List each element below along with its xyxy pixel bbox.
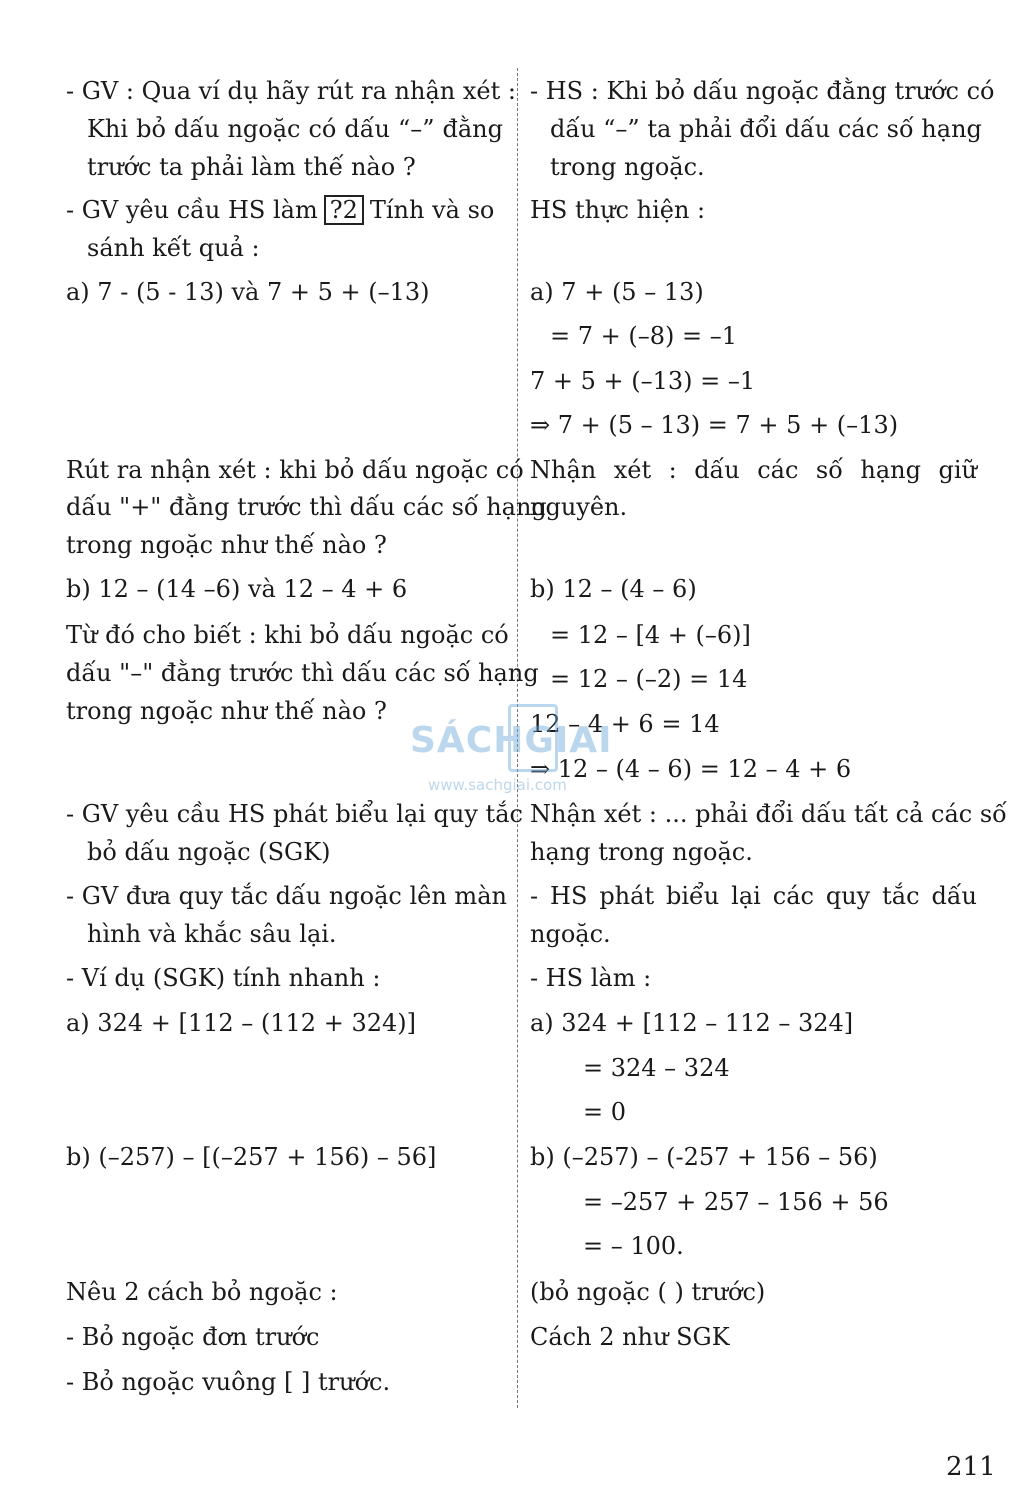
right-line: = 324 – 324 bbox=[583, 1054, 730, 1082]
left-line: b) (–257) – [(–257 + 156) – 56] bbox=[66, 1143, 437, 1171]
right-line: - HS làm : bbox=[530, 964, 652, 992]
left-line: - GV yêu cầu HS phát biểu lại quy tắc bbox=[66, 800, 523, 828]
right-line: trong ngoặc. bbox=[550, 153, 705, 181]
right-line: = 0 bbox=[583, 1098, 627, 1126]
page-number: 211 bbox=[946, 1452, 996, 1482]
left-line: - Ví dụ (SGK) tính nhanh : bbox=[66, 964, 381, 992]
right-line: b) (–257) – (-257 + 156 – 56) bbox=[530, 1143, 878, 1171]
right-line: ⇒ 7 + (5 – 13) = 7 + 5 + (–13) bbox=[530, 411, 899, 439]
right-line: ⇒ 12 – (4 – 6) = 12 – 4 + 6 bbox=[530, 755, 852, 783]
right-line: HS thực hiện : bbox=[530, 196, 706, 224]
task-prefix: - GV yêu cầu HS làm bbox=[66, 196, 318, 224]
right-line: nguyên. bbox=[530, 493, 628, 521]
left-line: dấu "–" đằng trước thì dấu các số hạng bbox=[66, 659, 539, 687]
right-line: dấu “–” ta phải đổi dấu các số hạng bbox=[550, 115, 982, 143]
right-line: hạng trong ngoặc. bbox=[530, 838, 753, 866]
left-line: sánh kết quả : bbox=[87, 234, 260, 262]
left-line: - GV đưa quy tắc dấu ngoặc lên màn bbox=[66, 882, 507, 910]
right-line: = –257 + 257 – 156 + 56 bbox=[583, 1188, 889, 1216]
left-line: - GV : Qua ví dụ hãy rút ra nhận xét : bbox=[66, 77, 516, 105]
left-line: trước ta phải làm thế nào ? bbox=[87, 153, 416, 181]
right-line: 12 – 4 + 6 = 14 bbox=[530, 710, 720, 738]
question-number-box: ?2 bbox=[324, 195, 364, 225]
left-line: Khi bỏ dấu ngoặc có dấu “–” đằng bbox=[87, 115, 503, 143]
left-line: bỏ dấu ngoặc (SGK) bbox=[87, 838, 331, 866]
left-line: dấu "+" đằng trước thì dấu các số hạng bbox=[66, 493, 547, 521]
left-line: a) 324 + [112 – (112 + 324)] bbox=[66, 1009, 416, 1037]
left-line: hình và khắc sâu lại. bbox=[87, 920, 337, 948]
left-line: trong ngoặc như thế nào ? bbox=[66, 531, 387, 559]
left-line: Rút ra nhận xét : khi bỏ dấu ngoặc có bbox=[66, 456, 524, 484]
right-line: 7 + 5 + (–13) = –1 bbox=[530, 367, 756, 395]
right-line: = – 100. bbox=[583, 1232, 684, 1260]
left-line: trong ngoặc như thế nào ? bbox=[66, 697, 387, 725]
watermark-brand: SÁCHGIAI bbox=[410, 720, 613, 761]
right-line: = 7 + (–8) = –1 bbox=[550, 322, 738, 350]
right-line: = 12 – [4 + (–6)] bbox=[550, 621, 751, 649]
right-line: (bỏ ngoặc ( ) trước) bbox=[530, 1278, 766, 1306]
watermark-url: www.sachgiai.com bbox=[428, 776, 567, 794]
right-line: ngoặc. bbox=[530, 920, 611, 948]
left-line: Từ đó cho biết : khi bỏ dấu ngoặc có bbox=[66, 621, 509, 649]
left-line: b) 12 – (14 –6) và 12 – 4 + 6 bbox=[66, 575, 408, 603]
left-line: Nêu 2 cách bỏ ngoặc : bbox=[66, 1278, 338, 1306]
right-line: Cách 2 như SGK bbox=[530, 1323, 730, 1351]
right-line: - HS phát biểu lại các quy tắc dấu bbox=[530, 882, 977, 910]
right-line: a) 7 + (5 – 13) bbox=[530, 278, 704, 306]
task-suffix: Tính và so bbox=[369, 196, 495, 224]
left-line: - Bỏ ngoặc đơn trước bbox=[66, 1323, 320, 1351]
left-line: - Bỏ ngoặc vuông [ ] trước. bbox=[66, 1368, 391, 1396]
right-line: b) 12 – (4 – 6) bbox=[530, 575, 697, 603]
left-line: a) 7 - (5 - 13) và 7 + 5 + (–13) bbox=[66, 278, 430, 306]
right-line: = 12 – (–2) = 14 bbox=[550, 665, 748, 693]
right-line: - HS : Khi bỏ dấu ngoặc đằng trước có bbox=[530, 77, 995, 105]
right-line: Nhận xét : ... phải đổi dấu tất cả các số bbox=[530, 800, 1007, 828]
right-line: a) 324 + [112 – 112 – 324] bbox=[530, 1009, 854, 1037]
right-line: Nhận xét : dấu các số hạng giữ bbox=[530, 456, 977, 484]
